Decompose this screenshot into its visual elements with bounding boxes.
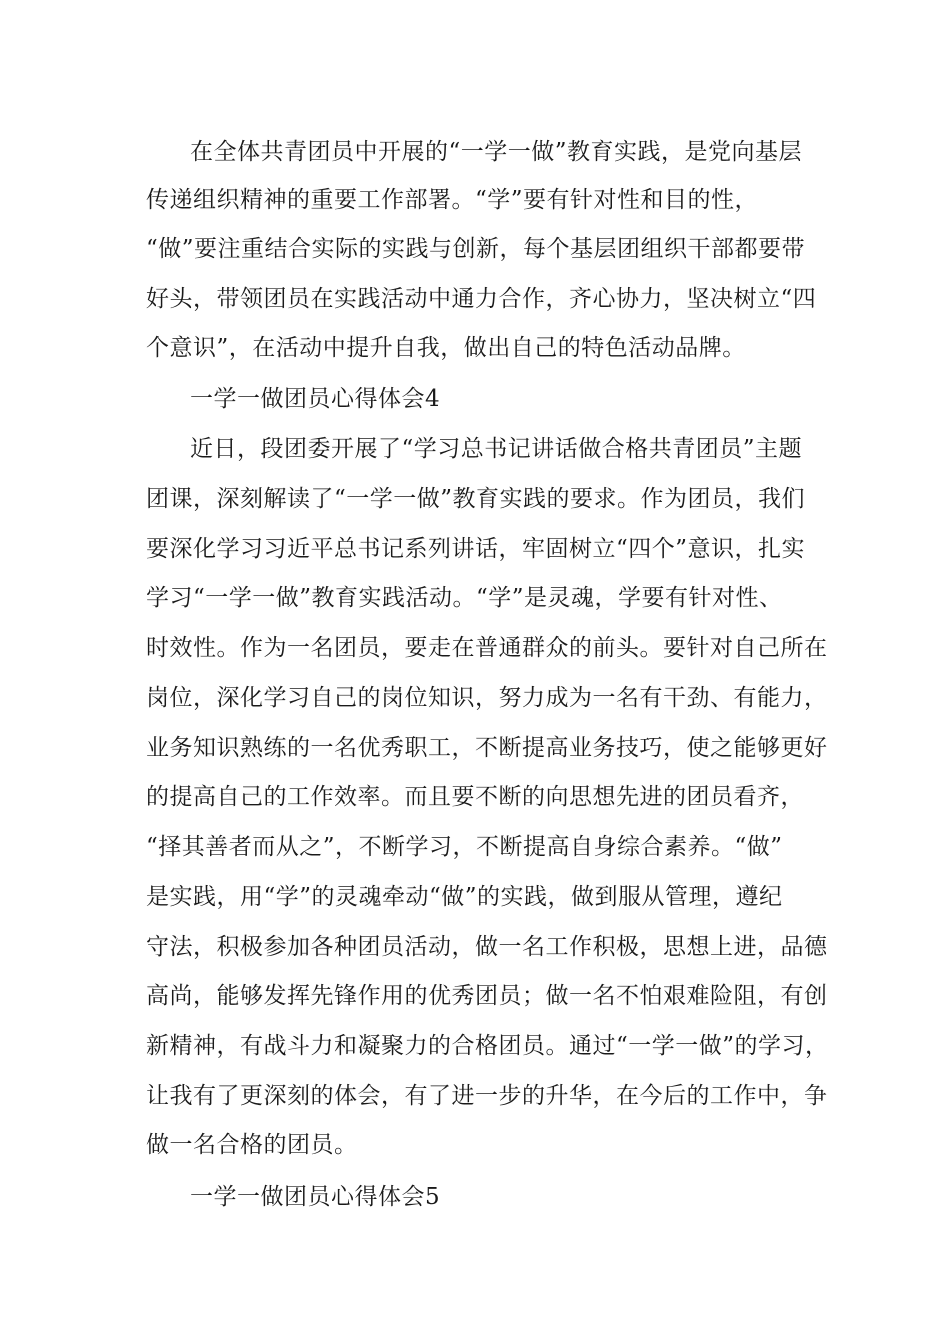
section-heading-4: 一学一做团员心得体会4 [190,386,441,412]
paragraph-line: “做”要注重结合实际的实践与创新，每个基层团组织干部都要带 [146,236,806,262]
paragraph-line: 传递组织精神的重要工作部署。“学”要有针对性和目的性， [146,187,759,213]
paragraph-line: 高尚，能够发挥先锋作用的优秀团员；做一名不怕艰难险阻，有创 [146,983,828,1009]
paragraph-line: “择其善者而从之”，不断学习，不断提高自身综合素养。“做” [146,834,783,860]
section-heading-5: 一学一做团员心得体会5 [190,1184,441,1210]
paragraph-line: 时效性。作为一名团员，要走在普通群众的前头。要针对自己所在 [146,635,828,661]
paragraph-line: 好头，带领团员在实践活动中通力合作，齐心协力，坚决树立“四 [146,286,817,312]
paragraph-line: 要深化学习习近平总书记系列讲话，牢固树立“四个”意识，扎实 [146,536,806,562]
paragraph-line: 是实践，用“学”的灵魂牵动“做”的实践，做到服从管理，遵纪 [146,884,783,910]
paragraph-line: 岗位，深化学习自己的岗位知识，努力成为一名有干劲、有能力， [146,685,828,711]
paragraph-line: 近日，段团委开展了“学习总书记讲话做合格共青团员”主题 [190,436,803,462]
paragraph-line: 让我有了更深刻的体会，有了进一步的升华，在今后的工作中，争 [146,1083,828,1109]
paragraph-line: 学习“一学一做”教育实践活动。“学”是灵魂，学要有针对性、 [146,585,783,611]
paragraph-line: 新精神，有战斗力和凝聚力的合格团员。通过“一学一做”的学习， [146,1033,829,1059]
paragraph-line: 的提高自己的工作效率。而且要不断的向思想先进的团员看齐， [146,784,804,810]
paragraph-line: 做一名合格的团员。 [146,1132,358,1158]
paragraph-line: 团课，深刻解读了“一学一做”教育实践的要求。作为团员，我们 [146,486,806,512]
paragraph-line: 业务知识熟练的一名优秀职工，不断提高业务技巧，使之能够更好 [146,735,828,761]
paragraph-line: 守法，积极参加各种团员活动，做一名工作积极，思想上进，品德 [146,934,828,960]
paragraph-line: 个意识”，在活动中提升自我，做出自己的特色活动品牌。 [146,335,746,361]
paragraph-line: 在全体共青团员中开展的“一学一做”教育实践，是党向基层 [190,139,803,165]
